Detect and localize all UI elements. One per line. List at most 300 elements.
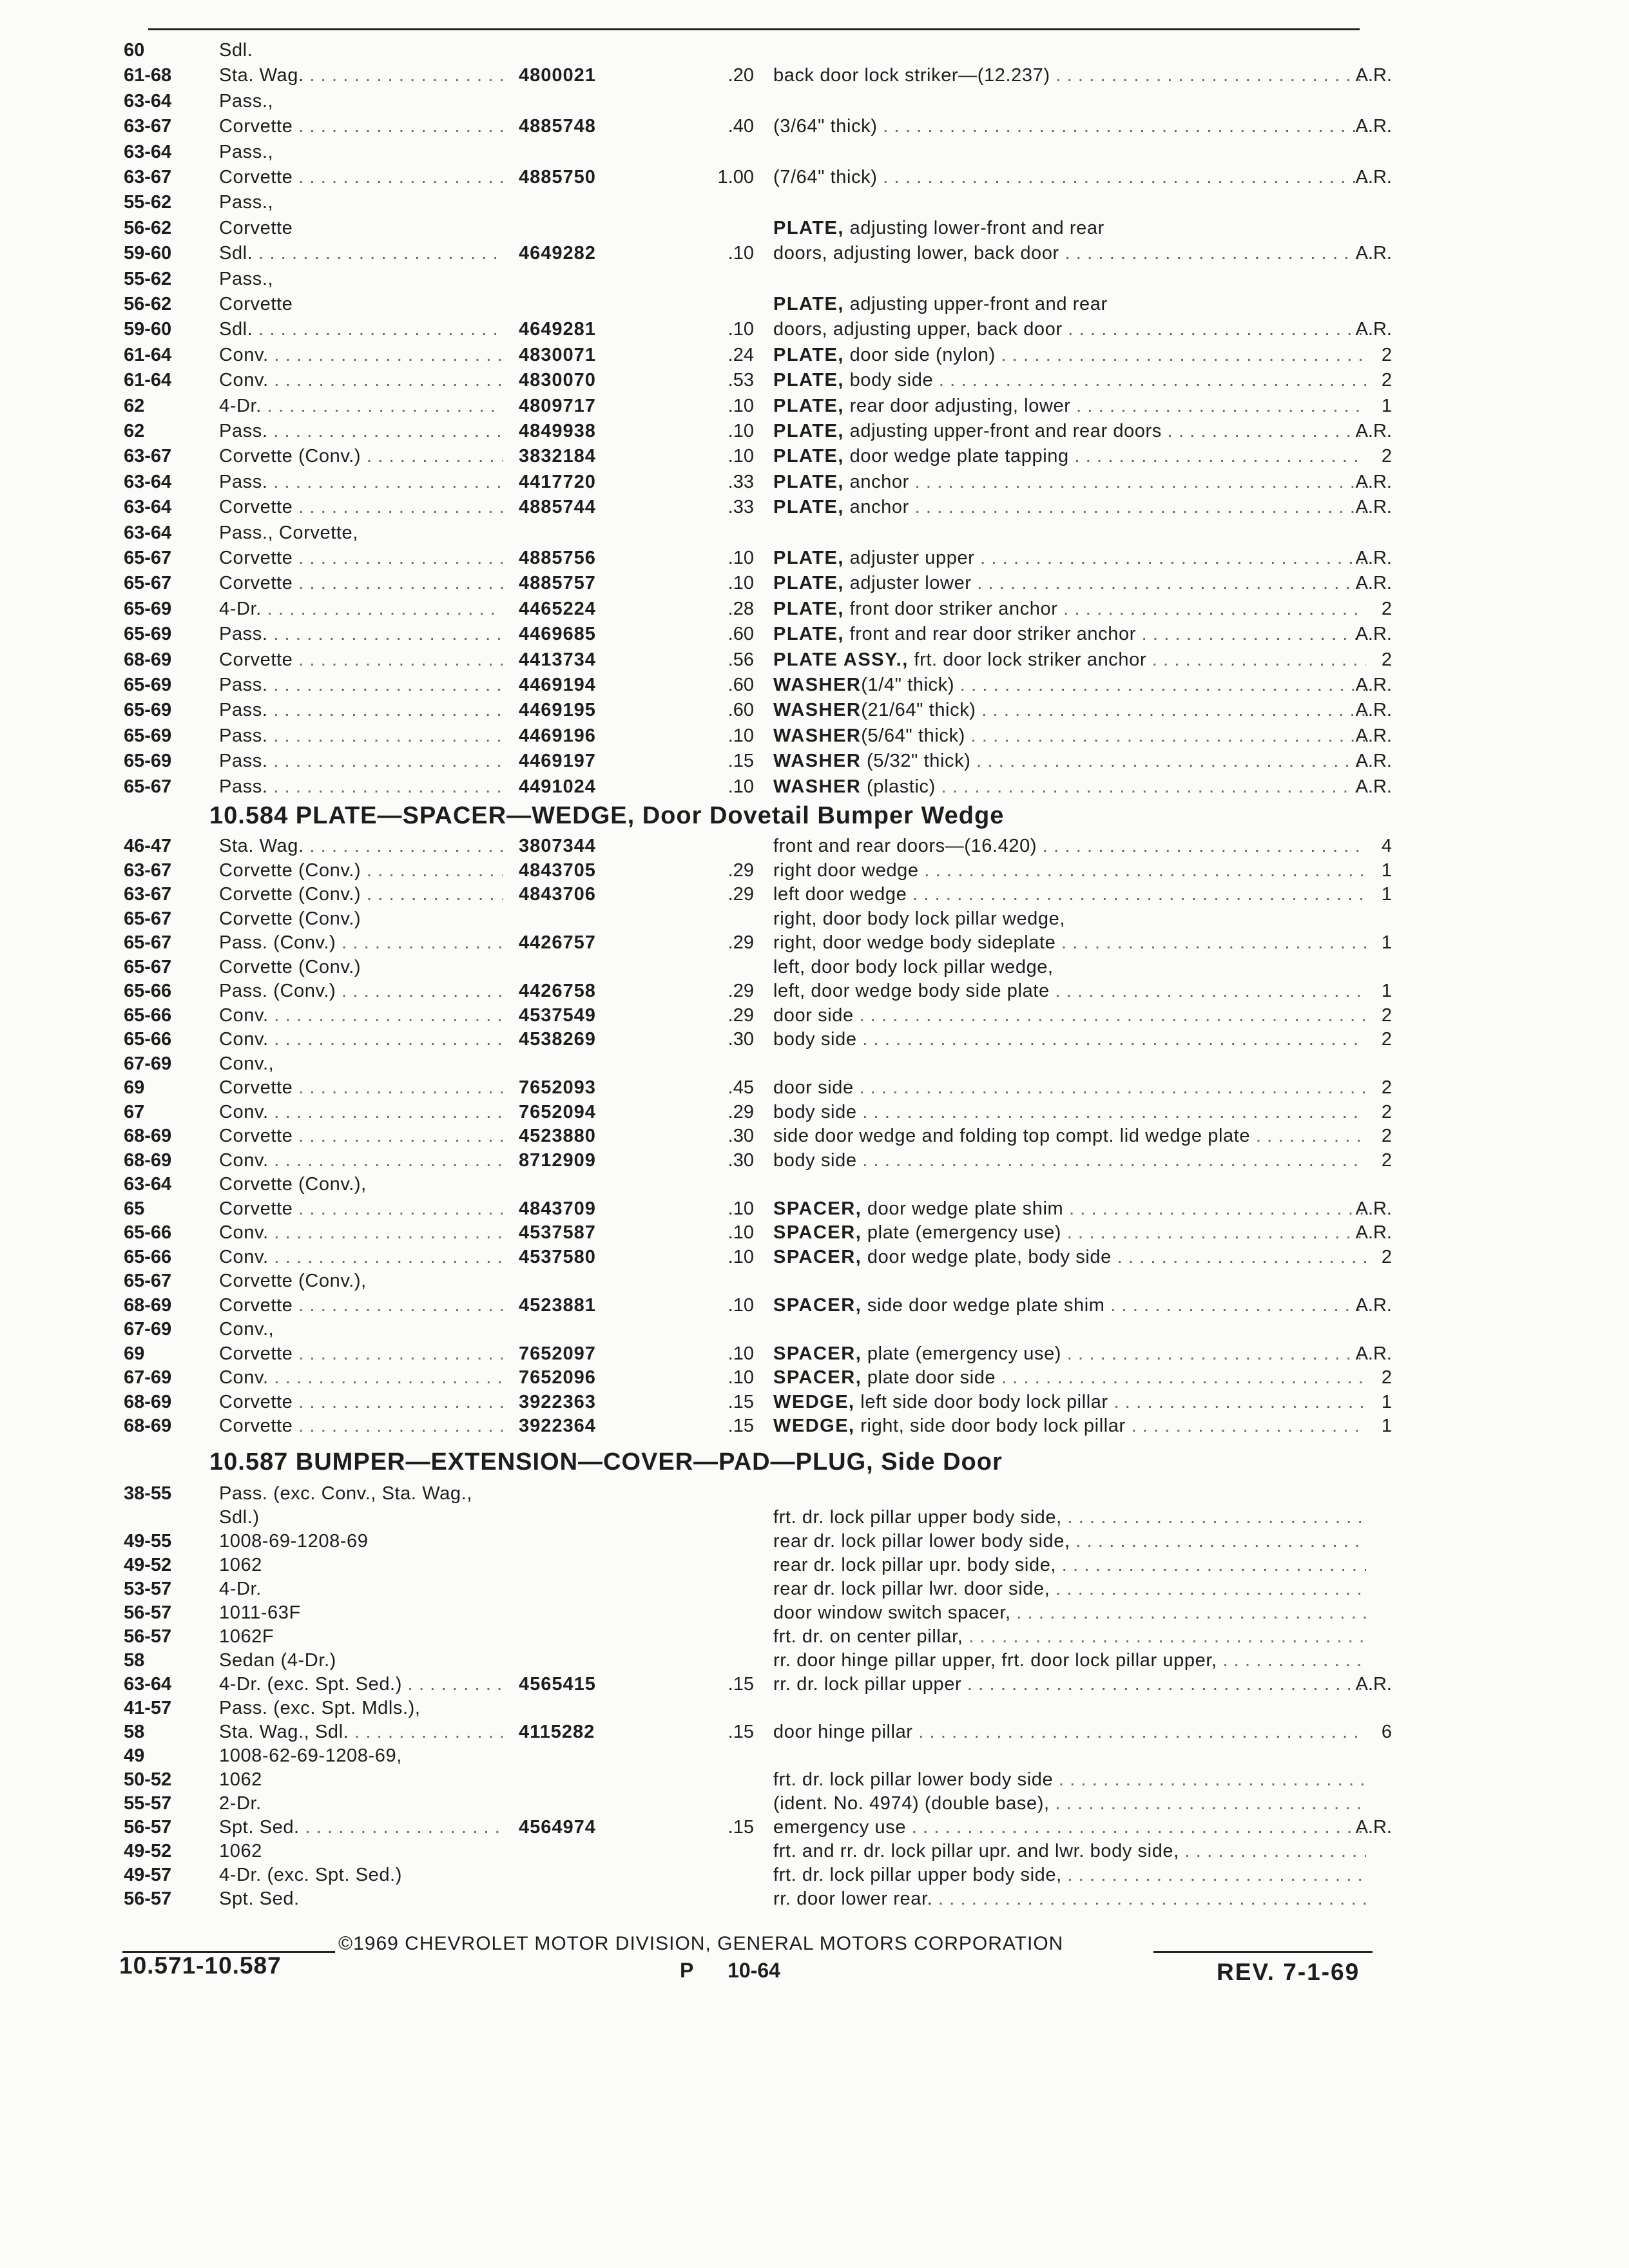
year-range: 67-69 [124,1319,172,1340]
part-number: 4843706 [519,884,596,905]
model: Corvette . . . [219,166,503,189]
description: doors, adjusting upper, back door . . . [773,318,1366,341]
year-range: 55-62 [124,192,172,213]
part-number: 4426758 [519,981,596,1001]
catalog-row [0,673,1629,699]
model: 4-Dr. (exc. Spt. Sed.) . . . [219,1673,503,1696]
year-range: 63-64 [124,141,172,162]
price: .60 [728,624,754,645]
description: (7/64" thick) . . . [773,166,1366,189]
model: Pass. (Conv.) . . . [219,979,503,1003]
description: door window switch spacer, . . . [773,1601,1366,1624]
section-heading-10-584: 10.584 PLATE—SPACER—WEDGE, Door Dovetail Bumper Wedge [209,802,1005,829]
year-range: 59-60 [124,243,172,264]
description: side door wedge and folding top compt. lid wedge plate . . . [773,1124,1366,1148]
model: Corvette [219,217,293,238]
year-range: 65-66 [124,1246,172,1267]
quantity: 1 [1381,395,1392,416]
part-keyword: SPACER, [773,1294,862,1316]
part-number: 4538269 [519,1029,596,1050]
year-range: 62 [124,421,145,441]
description: door hinge pillar . . . [773,1720,1366,1744]
price: .29 [728,1004,754,1026]
year-range: 65-66 [124,1004,172,1026]
model: Corvette . . . [219,648,503,671]
part-number: 4885750 [519,167,596,187]
price: .30 [728,1126,754,1146]
description: WASHER (plastic) . . . [773,775,1366,798]
price: .29 [728,1101,754,1122]
model: Conv. . . . [219,1366,503,1389]
catalog-row [0,419,1629,445]
quantity: A.R. [1355,776,1392,797]
part-number: 4649282 [519,243,596,264]
price: .10 [728,1222,754,1243]
model: Corvette . . . [219,1197,503,1220]
part-number: 7652093 [519,1077,596,1098]
catalog-row [0,343,1629,369]
year-range: 65-69 [124,725,172,746]
year-range: 65-69 [124,751,172,772]
catalog-row [0,521,1629,547]
part-number: 4523880 [519,1126,596,1146]
part-number: 3922363 [519,1391,596,1412]
price: .56 [728,649,754,670]
catalog-row [0,1245,1629,1271]
part-number: 7652094 [519,1101,596,1122]
year-range: 55-62 [124,268,172,289]
section-heading-10-587: 10.587 BUMPER—EXTENSION—COVER—PAD—PLUG, Side Door [209,1448,1003,1475]
year-range: 65-69 [124,675,172,695]
part-number: 4537549 [519,1004,596,1026]
price: .60 [728,700,754,721]
part-keyword: WASHER [773,725,862,746]
year-range: 68-69 [124,1126,172,1146]
quantity: 2 [1381,1101,1392,1122]
part-number: 4649281 [519,319,596,340]
quantity: A.R. [1355,675,1392,695]
part-number: 4830070 [519,370,596,391]
part-keyword: PLATE, [773,344,844,365]
quantity: 6 [1381,1722,1392,1742]
year-range: 63-67 [124,446,172,467]
model: Conv. . . . [219,1221,503,1244]
part-number: 7652096 [519,1367,596,1388]
part-keyword: SPACER, [773,1343,862,1364]
quantity: A.R. [1355,725,1392,746]
quantity: A.R. [1355,167,1392,187]
year-range: 68-69 [124,1149,172,1171]
model: 1008-69-1208-69 [219,1531,369,1552]
description: frt. dr. on center pillar, . . . [773,1625,1366,1648]
catalog-row [0,1530,1629,1555]
catalog-row [0,1221,1629,1247]
quantity: 2 [1381,1126,1392,1146]
quantity: A.R. [1355,1343,1392,1364]
part-keyword: PLATE, [773,395,844,416]
description: body side . . . [773,1028,1366,1051]
year-range: 61-64 [124,370,172,391]
quantity: A.R. [1355,243,1392,264]
footer-copyright: ©1969 CHEVROLET MOTOR DIVISION, GENERAL MOTORS CORPORATION [338,1933,1064,1954]
model: Corvette . . . [219,1124,503,1148]
part-number: 4413734 [519,649,596,670]
model: 2-Dr. [219,1793,262,1814]
year-range: 56-57 [124,1602,172,1623]
description: frt. dr. lock pillar upper body side, . . . [773,1506,1366,1529]
year-range: 49 [124,1745,145,1766]
year-range: 49-52 [124,1841,172,1861]
year-range: 65-69 [124,598,172,619]
catalog-row [0,1052,1629,1078]
catalog-row [0,1553,1629,1579]
catalog-row [0,546,1629,572]
part-number: 4885748 [519,116,596,137]
model: Pass. . . . [219,775,503,798]
part-number: 4885744 [519,497,596,518]
footer-section-range: 10.571-10.587 [119,1952,282,1979]
description: PLATE, anchor . . . [773,470,1366,494]
footer-revision: REV. 7-1-69 [1217,1959,1360,1985]
year-range: 63-67 [124,884,172,905]
price: .15 [728,1391,754,1412]
catalog-row [0,369,1629,394]
year-range: 63-64 [124,522,172,543]
catalog-row [0,1076,1629,1102]
year-range: 65-66 [124,981,172,1001]
model: 1062 [219,1555,262,1575]
year-range: 67-69 [124,1367,172,1388]
part-number: 4537587 [519,1222,596,1243]
catalog-row [0,470,1629,496]
year-range: 65 [124,1198,145,1219]
model: Corvette [219,294,293,314]
part-keyword: WASHER [773,675,862,695]
part-number: 8712909 [519,1149,596,1171]
year-range: 65-66 [124,1222,172,1243]
model: Pass. . . . [219,470,503,494]
catalog-row [0,140,1629,166]
model: Conv. . . . [219,369,503,392]
description: emergency use . . . [773,1816,1366,1839]
description: SPACER, door wedge plate shim . . . [773,1197,1366,1220]
description: frt. dr. lock pillar lower body side . . . [773,1768,1366,1791]
quantity: 2 [1381,344,1392,365]
year-range: 58 [124,1650,145,1671]
model: Pass., [219,268,274,289]
price: .40 [728,116,754,137]
price: .10 [728,1294,754,1316]
year-range: 65-67 [124,776,172,797]
quantity: 2 [1381,649,1392,670]
description: PLATE, rear door adjusting, lower . . . [773,394,1366,418]
price: .15 [728,751,754,772]
model: Corvette (Conv.), [219,1174,367,1195]
year-range: 65-67 [124,573,172,594]
price: .28 [728,598,754,619]
quantity: A.R. [1355,319,1392,340]
year-range: 58 [124,1722,145,1742]
catalog-row [0,1149,1629,1175]
year-range: 65-67 [124,908,172,929]
year-range: 65-67 [124,548,172,568]
price: .10 [728,548,754,568]
price: .10 [728,573,754,594]
model: Corvette (Conv.), [219,1271,367,1291]
quantity: 2 [1381,1077,1392,1098]
catalog-row [0,724,1629,750]
year-range: 63-64 [124,90,172,111]
footer-page-number: P 10-64 [680,1959,780,1982]
description: PLATE, adjusting upper-front and rear doors . . . [773,419,1366,443]
catalog-row [0,1792,1629,1818]
catalog-row [0,394,1629,420]
model: Conv., [219,1319,275,1340]
price: .30 [728,1029,754,1050]
catalog-row [0,648,1629,674]
model: Conv. . . . [219,1100,503,1124]
part-number: 4537580 [519,1246,596,1267]
catalog-row [0,1506,1629,1532]
catalog-row [0,1768,1629,1794]
quantity: 2 [1381,446,1392,467]
description: SPACER, plate (emergency use) . . . [773,1221,1366,1244]
year-range: 63-64 [124,471,172,492]
model: 1062 [219,1841,262,1861]
price: .10 [728,446,754,467]
part-number: 4417720 [519,471,596,492]
catalog-row [0,1816,1629,1841]
part-keyword: PLATE, [773,573,844,594]
model: Corvette . . . [219,572,503,595]
model: Sdl. [219,40,253,61]
catalog-row [0,1100,1629,1126]
quantity: A.R. [1355,1817,1392,1838]
price: 1.00 [717,167,754,187]
year-range: 69 [124,1343,145,1364]
part-keyword: PLATE, [773,548,844,568]
part-number: 3832184 [519,446,596,467]
year-range: 53-57 [124,1579,172,1599]
price: .10 [728,421,754,441]
catalog-row [0,495,1629,521]
year-range: 65-67 [124,1271,172,1291]
year-range: 65-69 [124,624,172,645]
description: PLATE, adjuster upper . . . [773,546,1366,570]
year-range: 63-67 [124,167,172,187]
quantity: A.R. [1355,116,1392,137]
part-keyword: PLATE, [773,446,844,467]
description: PLATE, adjusting lower-front and rear [773,217,1104,238]
price: .29 [728,884,754,905]
year-range: 46-47 [124,836,172,856]
price: .10 [728,243,754,264]
model: Corvette . . . [219,1390,503,1414]
catalog-row [0,318,1629,343]
year-range: 65-69 [124,700,172,721]
catalog-row [0,597,1629,623]
model: Pass. . . . [219,724,503,747]
description: PLATE, anchor . . . [773,495,1366,519]
part-number: 4885756 [519,548,596,568]
catalog-row [0,242,1629,267]
model: Sedan (4-Dr.) [219,1650,336,1671]
description: PLATE, front and rear door striker anchor . . . [773,622,1366,646]
model: Conv. . . . [219,343,503,367]
price: .15 [728,1817,754,1838]
part-number: 4849938 [519,421,596,441]
quantity: A.R. [1355,471,1392,492]
description: SPACER, side door wedge plate shim . . . [773,1294,1366,1317]
footer-rule-right [1153,1951,1373,1953]
catalog-row [0,775,1629,801]
part-number: 4426757 [519,932,596,953]
part-keyword: PLATE, [773,497,844,518]
description: WASHER(1/4" thick) . . . [773,673,1366,697]
description: body side . . . [773,1100,1366,1124]
catalog-row [0,1004,1629,1030]
part-keyword: PLATE ASSY., [773,649,909,670]
year-range: 65-66 [124,1029,172,1050]
price: .10 [728,1198,754,1219]
year-range: 61-68 [124,65,172,86]
catalog-row [0,622,1629,648]
part-keyword: WASHER [773,751,862,772]
year-range: 69 [124,1077,145,1098]
catalog-row [0,1482,1629,1508]
catalog-row [0,859,1629,885]
model: 4-Dr. . . . [219,394,503,418]
year-range: 38-55 [124,1483,172,1504]
description: (3/64" thick) . . . [773,115,1366,138]
description: rr. door hinge pillar upper, frt. door lock pillar upper, . . . [773,1649,1366,1672]
year-range: 68-69 [124,1416,172,1436]
quantity: 2 [1381,1367,1392,1388]
year-range: 49-52 [124,1555,172,1575]
description: door side . . . [773,1004,1366,1027]
description: right, door body lock pillar wedge, [773,908,1066,929]
description: PLATE, adjusting upper-front and rear [773,294,1108,314]
model: Corvette . . . [219,1294,503,1317]
price: .29 [728,981,754,1001]
catalog-row [0,1840,1629,1865]
model: Pass., [219,141,274,162]
catalog-row [0,115,1629,140]
description: SPACER, plate door side . . . [773,1366,1366,1389]
quantity: A.R. [1355,700,1392,721]
catalog-row [0,834,1629,860]
description: rr. dr. lock pillar upper . . . [773,1673,1366,1696]
part-keyword: WEDGE, [773,1416,855,1436]
price: .20 [728,65,754,86]
catalog-row [0,267,1629,293]
quantity: 2 [1381,1004,1392,1026]
catalog-row [0,293,1629,318]
year-range: 56-57 [124,1888,172,1909]
quantity: A.R. [1355,548,1392,568]
model: Corvette (Conv.) [219,908,361,929]
catalog-row [0,1197,1629,1223]
model: Corvette (Conv.) . . . [219,445,503,468]
description: WEDGE, right, side door body lock pillar . . . [773,1414,1366,1437]
quantity: 4 [1381,836,1392,856]
year-range: 56-57 [124,1817,172,1838]
price: .15 [728,1416,754,1436]
catalog-row [0,1173,1629,1198]
price: .10 [728,319,754,340]
year-range: 63-67 [124,860,172,881]
model: Pass. (exc. Conv., Sta. Wag., [219,1483,472,1504]
quantity: A.R. [1355,751,1392,772]
price: .45 [728,1077,754,1098]
part-number: 4800021 [519,65,596,86]
model: Corvette (Conv.) . . . [219,883,503,906]
model: Conv. . . . [219,1149,503,1172]
part-keyword: PLATE, [773,294,844,314]
catalog-row [0,1028,1629,1053]
part-number: 4491024 [519,776,596,797]
model: Pass., [219,90,274,111]
catalog-row [0,90,1629,115]
price: .29 [728,860,754,881]
description: WASHER (5/32" thick) . . . [773,749,1366,773]
catalog-row [0,1390,1629,1416]
year-range: 56-62 [124,294,172,314]
model: Corvette (Conv.) [219,956,361,977]
part-number: 4469685 [519,624,596,645]
quantity: 1 [1381,1391,1392,1412]
catalog-row [0,445,1629,470]
quantity: 2 [1381,1246,1392,1267]
part-keyword: SPACER, [773,1198,862,1219]
price: .60 [728,675,754,695]
model: Corvette . . . [219,1342,503,1365]
part-keyword: PLATE, [773,598,844,619]
model: 1011-63F [219,1602,301,1623]
quantity: 1 [1381,884,1392,905]
model: Pass. . . . [219,673,503,697]
part-keyword: PLATE, [773,421,844,441]
part-number: 7652097 [519,1343,596,1364]
year-range: 60 [124,40,145,61]
description: rr. door lower rear. . . . [773,1887,1366,1910]
model: Pass., [219,192,274,213]
part-keyword: WEDGE, [773,1391,855,1412]
price: .15 [728,1674,754,1695]
model: Sta. Wag., Sdl. . . . [219,1720,503,1744]
price: .10 [728,1343,754,1364]
price: .24 [728,344,754,365]
model: Spt. Sed. . . . [219,1816,503,1839]
catalog-row [0,931,1629,957]
year-range: 49-55 [124,1531,172,1552]
model: Corvette . . . [219,1076,503,1099]
quantity: A.R. [1355,1222,1392,1243]
quantity: 1 [1381,932,1392,953]
description: WEDGE, left side door body lock pillar . . . [773,1390,1366,1414]
part-number: 4843705 [519,860,596,881]
catalog-row [0,907,1629,933]
part-keyword: WASHER [773,776,862,797]
part-keyword: PLATE, [773,217,844,238]
part-keyword: WASHER [773,700,862,721]
part-number: 4843709 [519,1198,596,1219]
model: Conv. . . . [219,1004,503,1027]
model: Pass. . . . [219,698,503,722]
description: rear dr. lock pillar upr. body side, . . . [773,1553,1366,1577]
model: Spt. Sed. [219,1888,300,1909]
quantity: 2 [1381,598,1392,619]
